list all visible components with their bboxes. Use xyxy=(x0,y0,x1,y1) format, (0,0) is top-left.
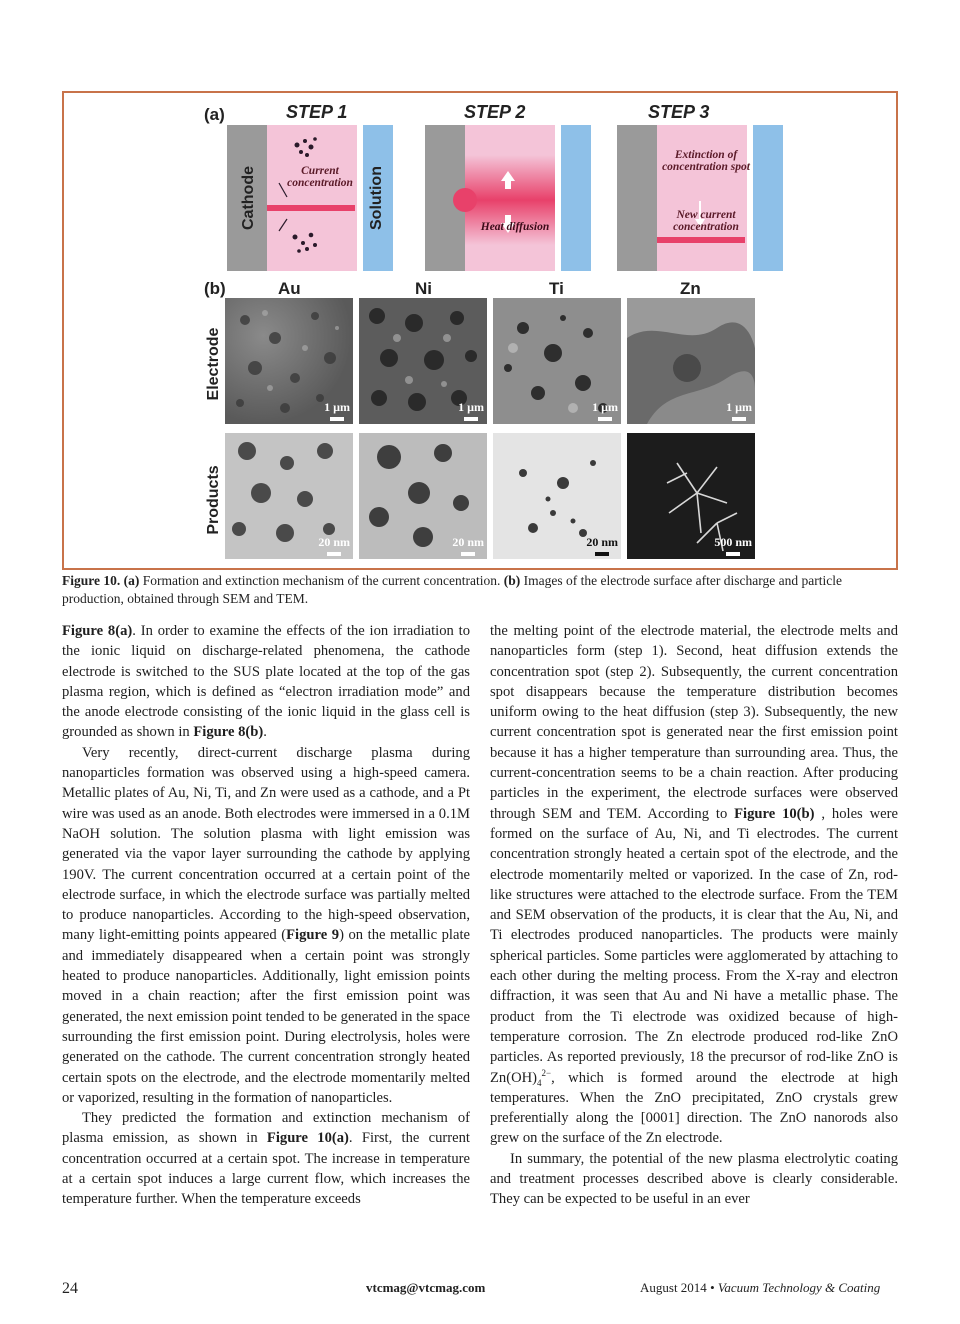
ref-figure-8a: Figure 8(a) xyxy=(62,623,133,639)
extinction-label: Extinction of concentration spot xyxy=(662,149,750,173)
caption-b-text: Images of the electrode surface after discharge and particle production, obtained through SEM and TEM. xyxy=(62,573,842,606)
row-label-products: Products xyxy=(205,465,222,535)
left-p1-end: . xyxy=(263,724,267,741)
right-paragraph-2 xyxy=(490,1149,898,1210)
panel-a-label: (a) xyxy=(204,105,225,124)
left-p2-text2: ) on the metallic plate and immediately disappeared when a certain point was strongly heated to produce nanoparticles. Additionally, light emission points moved in a chain reaction; after the first emission point was generated, the next emission point tended to be generated in the space surrounding the first emission point. During electrolysis, holes were generated on the cathode. The current concentration strongly heated certain spots on the electrode, and the electrode momentarily melted or vaporized, resulting in the formation of nanoparticles. xyxy=(62,927,470,1106)
left-column xyxy=(62,621,470,1210)
col-head-zn: Zn xyxy=(680,279,701,298)
step-1-title: STEP 1 xyxy=(286,102,348,122)
scale-ni-electrode: 1 µm xyxy=(458,400,484,421)
scale-au-products: 20 nm xyxy=(318,535,350,556)
col-head-au: Au xyxy=(278,279,301,298)
panel-b-label: (b) xyxy=(204,279,226,298)
footer-publication xyxy=(640,1280,880,1296)
ref-figure-10b: Figure 10(b) xyxy=(734,805,815,822)
step-3-diagram xyxy=(617,125,787,271)
scale-ti-electrode: 1 µm xyxy=(592,400,618,421)
left-paragraph-2 xyxy=(62,743,470,1108)
left-p2-text: Very recently, direct-current discharge plasma during nanoparticles formation was observed using a high-speed camera. Metallic plates of Au, Ni, Ti, and Zn were used as a cathode, and a Pt wire was used as an anode. Both electrodes were immersed in a 0.1M NaOH solution. The solution plasma with light emission was generated via the vapor layer surrounding the cathode by applying 190V. The current concentration occurred at a certain point of the electrode surface, in which the electrode surface was partially melted to produce nanoparticles. According to the high-speed observation, many light-emitting points appeared ( xyxy=(62,744,470,944)
page-number: 24 xyxy=(62,1280,78,1297)
solution-label: Solution xyxy=(368,166,385,230)
right-p1-text: the melting point of the electrode material, the electrode melts and nanoparticles form (step 1). Second, heat diffusion extends the concentration spot (step 2). Subsequently, the current concentration spot disappears because the temperature distribution becomes uniform owing to the heat diffusion (step 3). Subsequently, the new current concentration spot is generated near the first emission point because it has a higher temperature than surrounding area. Thus, the current-concentration seems to be a chain reaction. After producing particles in the experiment, the electrode surfaces were observed through SEM and TEM. According to xyxy=(490,623,898,822)
figure-caption xyxy=(62,572,898,608)
tem-ti xyxy=(493,433,621,559)
scale-zn-products: 500 nm xyxy=(714,535,752,556)
scale-ni-products: 20 nm xyxy=(452,535,484,556)
col-head-ti: Ti xyxy=(549,279,564,298)
ref-figure-9: Figure 9 xyxy=(286,927,340,944)
left-p3-text2: . First, the current concentration occurred at a certain spot. The increase in temperature at a certain spot induces a large current flow, which increases the temperature further. When the temperature exceeds xyxy=(62,1130,470,1208)
sem-ni xyxy=(359,298,487,424)
left-p1-text: . In order to examine the effects of the ion irradiation to the ionic liquid on discharge-related phenomena, the cathode electrode is switched to the SUS plate located at the top of the gas plasma region, which is defined as “electron irradiation mode” and the anode electrode consisting of the ionic liquid in the glass cell is grounded as shown in xyxy=(62,623,471,741)
sem-ti xyxy=(493,298,621,424)
caption-figure-label: Figure 10. xyxy=(62,573,121,588)
scale-ti-products: 20 nm xyxy=(586,535,618,556)
right-p2-text: In summary, the potential of the new plasma electrolytic coating and treatment processes described above is clearly considerable. They can be expected to be useful in an ever xyxy=(490,1150,898,1208)
ref-figure-10a: Figure 10(a) xyxy=(266,1130,349,1147)
footer-bullet: • xyxy=(710,1280,715,1295)
step-2-diagram xyxy=(425,125,595,271)
step-1-diagram xyxy=(227,125,397,271)
tem-au xyxy=(225,433,353,559)
right-column xyxy=(490,621,898,1210)
heat-diffusion-label: Heat diffusion xyxy=(480,221,550,233)
footer-email: vtcmag@vtcmag.com xyxy=(366,1280,486,1295)
tem-ni xyxy=(359,433,487,559)
tem-zn xyxy=(627,433,755,559)
current-concentration-label: Current concentration xyxy=(287,165,353,189)
scale-zn-electrode: 1 µm xyxy=(726,400,752,421)
right-paragraph-1 xyxy=(490,621,898,1149)
sem-zn xyxy=(627,298,755,424)
right-p1-text3: , which is formed around the electrode at high temperatures. When the ZnO precipitated, ZnO crystals grew preferentially along the [0001] direction. The ZnO nanorods also grew on the surface of the Zn electrode. xyxy=(490,1069,898,1147)
sem-au xyxy=(225,298,353,424)
col-head-ni: Ni xyxy=(415,279,432,298)
step-2-title: STEP 2 xyxy=(464,102,526,122)
ref-figure-8b: Figure 8(b) xyxy=(193,724,264,741)
figure-10 xyxy=(62,91,898,570)
new-concentration-label: New current concentration xyxy=(673,209,739,233)
scale-au-electrode: 1 µm xyxy=(324,400,350,421)
left-paragraph-1 xyxy=(62,621,470,743)
cathode-label: Cathode xyxy=(240,166,257,230)
caption-a-text: Formation and extinction mechanism of the current concentration. xyxy=(142,573,501,588)
footer-date: August 2014 xyxy=(640,1280,707,1295)
step-3-title: STEP 3 xyxy=(648,102,710,122)
row-label-electrode: Electrode xyxy=(205,327,222,401)
caption-b-label: (b) xyxy=(503,573,521,588)
caption-a-label: (a) xyxy=(123,573,140,588)
subscript-4: 4 xyxy=(537,1077,542,1088)
left-p3-text: They predicted the formation and extinction mechanism of plasma emission, as shown in xyxy=(62,1110,470,1147)
superscript-charge: 2− xyxy=(541,1067,552,1078)
right-p1-text2: , holes were formed on the surface of Au, Ni, and Ti electrodes. The current concentration strongly heated a certain spot of the electrode, and the electrode momentarily melted or vaporized. In the case of Zn, rod-like structures were attached to the electrode surface. From the TEM and SEM observation of the products, it is clear that the Au, Ni, and Ti electrodes produced nanoparticles. The products were mainly spherical particles. Some particles were agglomerated by attaching to each other during the melting process. From the X-ray and electron diffraction, it was seen that Au and Ni have a metallic phase. The product from the Ti electrode was oxidized because of high-temperature corrosion. The Zn electrode produced rod-like ZnO particles. As reported previously, 18 the precursor of rod-like ZnO is Zn(OH) xyxy=(490,805,898,1086)
left-paragraph-3 xyxy=(62,1108,470,1209)
footer-journal: Vacuum Technology & Coating xyxy=(717,1280,881,1295)
